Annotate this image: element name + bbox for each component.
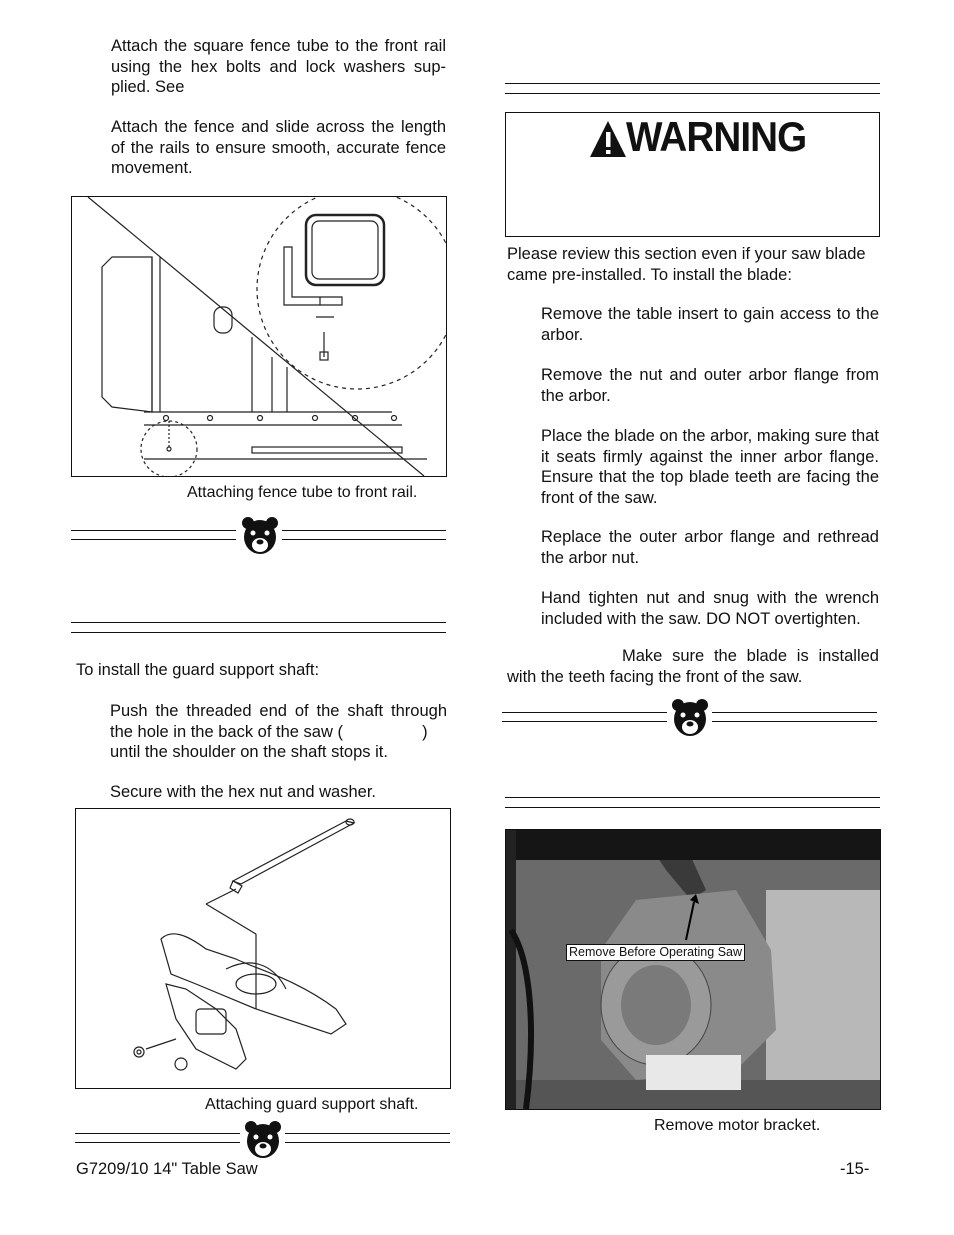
fence-tube-illustration xyxy=(72,197,446,476)
motor-bracket-photo xyxy=(505,829,881,1110)
motor-photo-image xyxy=(506,830,880,1109)
footer-model: G7209/10 14" Table Saw xyxy=(76,1160,258,1178)
guard-step1-line1 xyxy=(110,701,447,742)
guard-shaft-step-1 xyxy=(110,701,447,763)
bear-logo-icon xyxy=(240,515,280,562)
fence-tube-instruction xyxy=(111,36,446,98)
bear-logo-icon xyxy=(243,1119,283,1166)
review-instruction: Please review this section even if your saw blade came pre-installed. To install the blade: xyxy=(507,245,866,284)
blade-step-2: Remove the nut and outer arbor flange from the arbor. xyxy=(541,366,879,405)
page-number: -15- xyxy=(840,1160,870,1178)
guard-shaft-illustration xyxy=(76,809,450,1088)
guard-step1-end: until the shoulder on the shaft stops it. xyxy=(110,743,388,761)
blade-step-1: Remove the table insert to gain access to the arbor. xyxy=(541,305,879,344)
guard-step1-paren: ) xyxy=(422,722,428,741)
right-section-rule xyxy=(505,83,880,84)
guard-figure-caption: Attaching guard support shaft. xyxy=(205,1096,419,1113)
blade-note: Make sure the blade is installed with the teeth facing the front of the saw. xyxy=(507,647,879,686)
photo-callout-label: Remove Before Operating Saw xyxy=(566,944,745,961)
left-bottom-divider-line xyxy=(75,1142,240,1143)
blade-step-3: Place the blade on the arbor, making sure that it seats firmly against the inner arbor flange. Ensure that the top blade teeth are facing the front of the saw. xyxy=(541,427,879,507)
guard-shaft-figure xyxy=(75,808,451,1089)
left-section-rule xyxy=(71,632,446,633)
right-divider-line xyxy=(502,721,667,722)
left-bottom-divider-line xyxy=(75,1133,240,1134)
left-divider-line xyxy=(71,530,236,531)
fence-tube-text: Attach the square fence tube to the front rail using the hex bolts and lock washers sup-plied. See xyxy=(111,37,446,96)
right-section-rule xyxy=(505,807,880,808)
left-bottom-divider-line xyxy=(285,1133,450,1134)
warning-triangle-icon xyxy=(588,119,628,164)
warning-box xyxy=(505,112,880,237)
guard-step1-text: Push the threaded end of the shaft through the hole in the back of the saw ( xyxy=(110,702,447,741)
motor-photo-caption: Remove motor bracket. xyxy=(654,1117,821,1134)
blade-step-4: Replace the outer arbor flange and rethread the arbor nut. xyxy=(541,528,879,567)
guard-shaft-intro: To install the guard support shaft: xyxy=(76,661,320,679)
fence-tube-figure xyxy=(71,196,447,477)
guard-shaft-step-2: Secure with the hex nut and washer. xyxy=(110,783,376,801)
left-bottom-divider-line xyxy=(285,1142,450,1143)
left-divider-line xyxy=(282,530,446,531)
left-divider-line xyxy=(282,539,446,540)
left-section-rule xyxy=(71,622,446,623)
fence-slide-instruction xyxy=(111,117,446,179)
fence-figure-caption: Attaching fence tube to front rail. xyxy=(187,484,418,501)
bear-logo-icon xyxy=(670,697,710,744)
warning-heading: WARNING xyxy=(626,113,807,160)
right-divider-line xyxy=(712,712,877,713)
fence-slide-text: Attach the fence and slide across the length of the rails to ensure smooth, accurate fence movement. xyxy=(111,118,446,177)
right-divider-line xyxy=(712,721,877,722)
right-divider-line xyxy=(502,712,667,713)
blade-step-5: Hand tighten nut and snug with the wrench included with the saw. DO NOT overtighten. xyxy=(541,589,879,628)
right-section-rule xyxy=(505,797,880,798)
left-divider-line xyxy=(71,539,236,540)
right-section-rule xyxy=(505,93,880,94)
